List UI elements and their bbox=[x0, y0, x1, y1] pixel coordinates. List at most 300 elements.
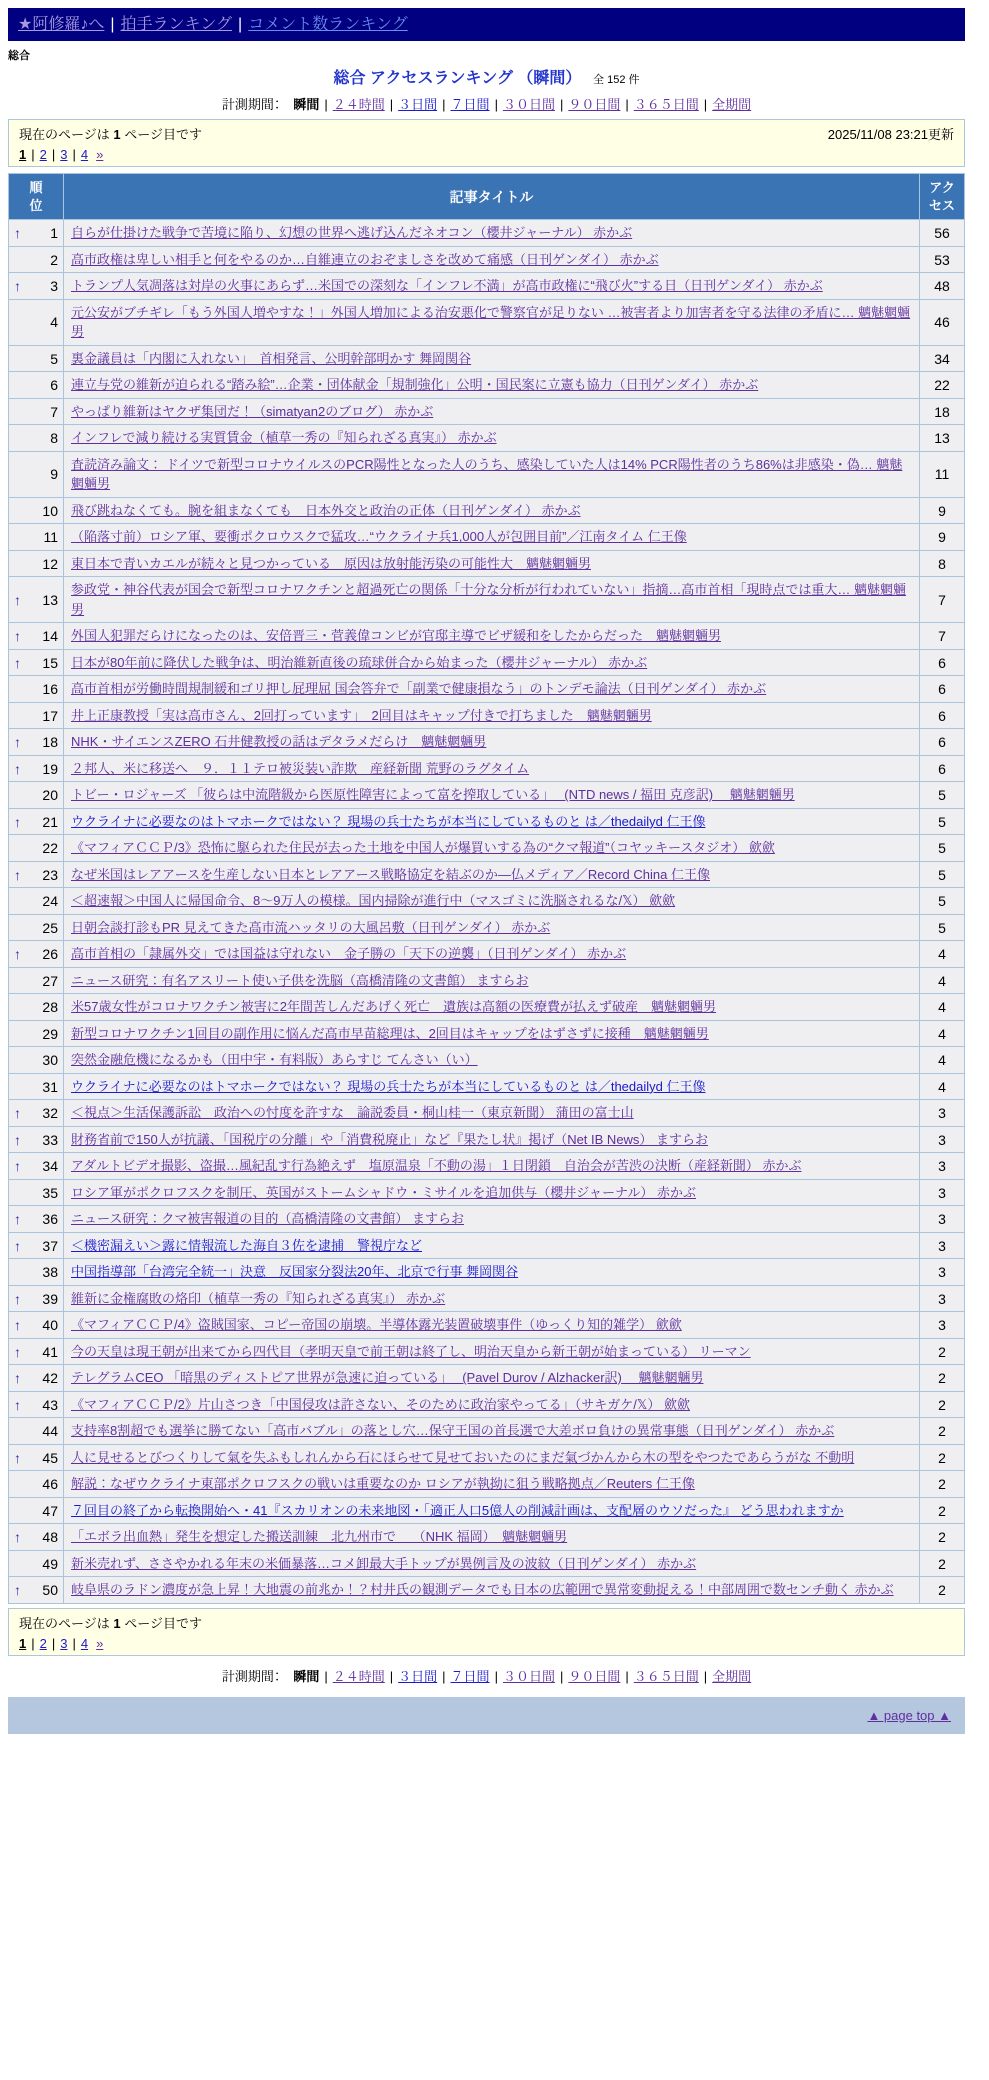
rank-number: 37 bbox=[42, 1237, 58, 1254]
period-separator: | bbox=[389, 97, 394, 113]
rank-cell bbox=[9, 1550, 64, 1577]
table-row bbox=[9, 246, 965, 273]
page-top-bar bbox=[8, 1697, 965, 1734]
up-arrow-icon: ↑ bbox=[14, 628, 21, 645]
article-link[interactable]: 日朝会談打診もPR 見えてきた高市流ハッタリの大風呂敷（日刊ゲンダイ） 赤かぶ bbox=[71, 919, 551, 935]
table-row bbox=[9, 1524, 965, 1551]
access-count: 4 bbox=[920, 994, 965, 1021]
article-link[interactable]: 人に見せるとびつくりして氣を失ふもしれんから石にほらせて見せておいたのにまだ氣づかんから木の型をやつたであらうがな 不動明 bbox=[71, 1449, 855, 1465]
rank-cell bbox=[9, 967, 64, 994]
access-count: 4 bbox=[920, 1020, 965, 1047]
article-link[interactable]: 岐阜県のラドン濃度が急上昇！大地震の前兆か！？村井氏の観測データでも日本の広範囲で異常変動捉える！中部周囲で数センチ動く 赤かぶ bbox=[71, 1582, 894, 1598]
rank-cell bbox=[9, 550, 64, 577]
table-row bbox=[9, 1365, 965, 1392]
period-separator: | bbox=[442, 1668, 446, 1684]
article-link[interactable]: 《マフィアＣＣＰ/2》片山さつき「中国侵攻は許さない、そのために政治家やってる」（サキガケ/𝕏） 歛歛 bbox=[71, 1396, 690, 1412]
article-link[interactable]: 今の天皇は現王朝が出来てから四代目（孝明天皇で前王朝は終了し、明治天皇から新王朝が始まっている） リーマン bbox=[71, 1343, 751, 1359]
period-link[interactable]: ７日間 bbox=[450, 1668, 490, 1684]
rank-cell bbox=[9, 1232, 64, 1259]
up-arrow-icon: ↑ bbox=[14, 734, 21, 751]
page-top-link[interactable]: ▲ page top ▲ bbox=[867, 1707, 951, 1723]
table-row bbox=[9, 967, 965, 994]
table-row bbox=[9, 994, 965, 1021]
current-page-text: 現在のページは 1 ページ目です bbox=[19, 127, 202, 143]
period-separator: | bbox=[625, 97, 629, 113]
rank-cell bbox=[9, 1073, 64, 1100]
period-separator: | bbox=[559, 97, 564, 113]
article-title-cell bbox=[64, 1153, 920, 1180]
article-link[interactable]: 解説：なぜウクライナ東部ポクロフスクの戦いは重要なのか ロシアが執拗に狙う戦略拠点／Reuters 仁王像 bbox=[71, 1476, 695, 1492]
period-link[interactable]: ９０日間 bbox=[568, 1668, 621, 1684]
article-link[interactable]: ２邦人、米に移送へ ９．１１テロ被災装い詐欺 産経新聞 荒野のラグタイム bbox=[71, 760, 530, 776]
current-page-number: 1 bbox=[113, 1615, 121, 1631]
rank-cell bbox=[9, 1365, 64, 1392]
rank-cell bbox=[9, 994, 64, 1021]
rank-cell bbox=[9, 1206, 64, 1233]
rank-number: 12 bbox=[42, 555, 58, 572]
table-row bbox=[9, 702, 965, 729]
access-count: 56 bbox=[920, 220, 965, 247]
period-separator: | bbox=[494, 97, 498, 113]
up-arrow-icon: ↑ bbox=[14, 1582, 21, 1599]
article-title-cell bbox=[64, 451, 920, 497]
rank-cell bbox=[9, 835, 64, 862]
article-title-cell bbox=[64, 808, 920, 835]
table-row bbox=[9, 345, 965, 372]
table-row bbox=[9, 888, 965, 915]
article-link[interactable]: 維新に金権腐敗の烙印（植草一秀の『知られざる真実』） 赤かぶ bbox=[71, 1290, 446, 1306]
access-count: 5 bbox=[920, 861, 965, 888]
article-link[interactable]: 飛び跳ねなくても。腕を組まなくても 日本外交と政治の正体（日刊ゲンダイ） 赤かぶ bbox=[71, 502, 581, 518]
access-count: 4 bbox=[920, 967, 965, 994]
access-count: 2 bbox=[920, 1471, 965, 1498]
access-count: 3 bbox=[920, 1179, 965, 1206]
rank-number: 24 bbox=[42, 893, 58, 910]
period-separator: | bbox=[703, 97, 708, 113]
period-separator: | bbox=[442, 97, 446, 113]
rank-cell bbox=[9, 524, 64, 551]
period-link[interactable]: ３０日間 bbox=[502, 97, 555, 113]
current-page-text: 現在のページは 1 ページ目です bbox=[19, 1615, 202, 1631]
up-arrow-icon: ↑ bbox=[14, 1237, 21, 1254]
pagination-separator: | bbox=[72, 147, 76, 163]
article-link[interactable]: 東日本で青いカエルが続々と見つかっている 原因は放射能汚染の可能性大 魑魅魍魎男 bbox=[71, 555, 592, 571]
rank-cell bbox=[9, 1285, 64, 1312]
access-count: 3 bbox=[920, 1312, 965, 1339]
rank-number: 18 bbox=[42, 734, 58, 751]
period-link[interactable]: 全期間 bbox=[712, 97, 752, 113]
article-link[interactable]: インフレで減り続ける実質賃金（植草一秀の『知られざる真実』） 赤かぶ bbox=[71, 430, 497, 446]
rank-cell bbox=[9, 808, 64, 835]
access-count: 6 bbox=[920, 649, 965, 676]
article-title-cell bbox=[64, 1179, 920, 1206]
access-count: 2 bbox=[920, 1444, 965, 1471]
article-title-cell bbox=[64, 425, 920, 452]
period-separator: | bbox=[703, 1668, 708, 1684]
table-row bbox=[9, 676, 965, 703]
access-count: 8 bbox=[920, 550, 965, 577]
pagination-page-link[interactable]: 2 bbox=[39, 1635, 47, 1651]
access-count: 18 bbox=[920, 398, 965, 425]
rank-column-header: 順位 bbox=[9, 174, 64, 220]
pagination-next-link[interactable]: » bbox=[96, 1635, 104, 1651]
article-link[interactable]: 高市首相が労働時間規制緩和ゴリ押し屁理屈 国会答弁で「副業で健康損なう」のトンデモ論法（日刊ゲンダイ） 赤かぶ bbox=[71, 681, 767, 697]
rank-cell bbox=[9, 861, 64, 888]
period-link[interactable]: ３０日間 bbox=[502, 1668, 555, 1684]
pagination-top bbox=[19, 147, 954, 162]
rank-number: 8 bbox=[50, 430, 58, 447]
rank-number: 7 bbox=[50, 403, 58, 420]
table-row bbox=[9, 1338, 965, 1365]
current-page-number: 1 bbox=[113, 127, 121, 143]
nav-link[interactable]: 拍手ランキング bbox=[120, 16, 233, 33]
table-row bbox=[9, 425, 965, 452]
rank-cell bbox=[9, 755, 64, 782]
rank-number: 20 bbox=[42, 787, 58, 804]
access-count: 3 bbox=[920, 1232, 965, 1259]
article-title-cell bbox=[64, 1232, 920, 1259]
rank-number: 31 bbox=[42, 1078, 58, 1095]
article-link[interactable]: 元公安がブチギレ「もう外国人増やすな！」外国人増加による治安悪化で警察官が足りない …被害者より加害者を守る法律の矛盾に… 魑魅魍魎男 bbox=[71, 304, 911, 340]
article-title-cell bbox=[64, 1047, 920, 1074]
access-count: 7 bbox=[920, 577, 965, 623]
article-link[interactable]: テレグラムCEO 「暗黒のディストピア世界が急速に迫っている」 (Pavel Durov / Alzhacker訳) 魑魅魍魎男 bbox=[71, 1370, 704, 1386]
up-arrow-icon: ↑ bbox=[14, 1211, 21, 1228]
pagination-page-link[interactable]: 2 bbox=[39, 147, 47, 163]
period-separator: | bbox=[494, 1668, 498, 1684]
article-title-cell bbox=[64, 888, 920, 915]
table-row bbox=[9, 497, 965, 524]
rank-number: 4 bbox=[50, 314, 58, 331]
article-link[interactable]: 支持率8割超でも選挙に勝てない「高市バブル」の落とし穴…保守王国の首長選で大差ボロ負けの異常事態（日刊ゲンダイ） 赤かぶ bbox=[71, 1423, 835, 1439]
article-title-cell bbox=[64, 755, 920, 782]
table-row bbox=[9, 623, 965, 650]
rank-number: 11 bbox=[43, 529, 58, 546]
period-current: 瞬間 bbox=[293, 97, 320, 113]
rank-cell bbox=[9, 1126, 64, 1153]
access-count: 3 bbox=[920, 1259, 965, 1286]
article-link[interactable]: ＜超速報＞中国人に帰国命令、8～9万人の模様。国内掃除が進行中（マスゴミに洗脳されるな/𝕏） 歛歛 bbox=[71, 893, 676, 909]
nav-separator: | bbox=[110, 16, 115, 33]
table-row bbox=[9, 1259, 965, 1286]
table-row bbox=[9, 941, 965, 968]
article-title-cell bbox=[64, 1126, 920, 1153]
pagination-current: 1 bbox=[19, 147, 27, 163]
access-count: 5 bbox=[920, 808, 965, 835]
access-count: 4 bbox=[920, 1047, 965, 1074]
period-link[interactable]: ２４時間 bbox=[332, 1668, 385, 1684]
rank-number: 47 bbox=[42, 1502, 58, 1519]
article-link[interactable]: 《マフィアＣＣＰ/3》恐怖に駆られた住民が去った土地を中国人が爆買いする為の“クマ報道”（コヤッキースタジオ） 歛歛 bbox=[71, 840, 775, 856]
article-link[interactable]: 査読済み論文： ドイツで新型コロナウイルスのPCR陽性となった人のうち、感染していた人は14% PCR陽性者のうち86%は非感染・偽… 魑魅魍魎男 bbox=[71, 456, 903, 492]
article-title-cell bbox=[64, 914, 920, 941]
table-row bbox=[9, 755, 965, 782]
pagination-separator: | bbox=[31, 147, 35, 163]
table-row bbox=[9, 451, 965, 497]
pagination-page-link[interactable]: 4 bbox=[80, 1635, 89, 1651]
up-arrow-icon: ↑ bbox=[14, 1131, 21, 1148]
table-row bbox=[9, 1206, 965, 1233]
rank-cell bbox=[9, 425, 64, 452]
access-count: 3 bbox=[920, 1126, 965, 1153]
rank-cell bbox=[9, 1391, 64, 1418]
up-arrow-icon: ↑ bbox=[14, 1449, 21, 1466]
rank-cell bbox=[9, 623, 64, 650]
article-title-cell bbox=[64, 1100, 920, 1127]
up-arrow-icon: ↑ bbox=[14, 654, 21, 671]
access-count: 7 bbox=[920, 623, 965, 650]
category-label: 総合 bbox=[8, 50, 30, 63]
pagination-page-link[interactable]: 3 bbox=[60, 1635, 68, 1651]
article-title-cell bbox=[64, 861, 920, 888]
rank-cell bbox=[9, 1418, 64, 1445]
article-title-cell bbox=[64, 1391, 920, 1418]
article-link[interactable]: ７回目の終了から転換開始へ・41『スカリオンの未来地図・「適正人口5億人の削減計画は、支配層のウソだった』 どう思われますか bbox=[71, 1502, 844, 1518]
rank-number: 44 bbox=[42, 1423, 58, 1440]
pagination-separator: | bbox=[31, 1635, 35, 1651]
title-column-header: 記事タイトル bbox=[64, 174, 920, 220]
period-link[interactable]: ３日間 bbox=[398, 97, 438, 113]
article-title-cell bbox=[64, 345, 920, 372]
access-count: 6 bbox=[920, 702, 965, 729]
table-row bbox=[9, 649, 965, 676]
period-selector-top bbox=[8, 94, 965, 113]
article-link[interactable]: ウクライナに必要なのはトマホークではない？ 現場の兵士たちが本当にしているものと は／thedailyd 仁王像 bbox=[71, 813, 706, 829]
access-count: 2 bbox=[920, 1391, 965, 1418]
table-row bbox=[9, 1550, 965, 1577]
article-title-cell bbox=[64, 1471, 920, 1498]
rank-number: 9 bbox=[50, 466, 58, 483]
table-row bbox=[9, 729, 965, 756]
article-link[interactable]: 財務省前で150人が抗議、「国税庁の分離」や「消費税廃止」など『果たし状』掲げ（Net IB News） ますらお bbox=[71, 1131, 709, 1147]
rank-cell bbox=[9, 1047, 64, 1074]
period-link[interactable]: ３日間 bbox=[398, 1668, 438, 1684]
article-title-cell bbox=[64, 967, 920, 994]
article-link[interactable]: ニュース研究：有名アスリート使い子供を洗脳（高橋清隆の文書館） ますらお bbox=[71, 972, 529, 988]
pagination-separator: | bbox=[51, 1635, 56, 1651]
table-row bbox=[9, 550, 965, 577]
period-separator: | bbox=[389, 1668, 394, 1684]
rank-number: 22 bbox=[42, 840, 58, 857]
rank-number: 5 bbox=[50, 350, 58, 367]
article-link[interactable]: 新米売れず、ささやかれる年末の米価暴落…コメ卸最大手トップが異例言及の波紋（日刊ゲンダイ） 赤かぶ bbox=[71, 1555, 697, 1571]
up-arrow-icon: ↑ bbox=[14, 1343, 21, 1360]
pagination-page-link[interactable]: 4 bbox=[80, 147, 89, 163]
up-arrow-icon: ↑ bbox=[14, 1158, 21, 1175]
table-row bbox=[9, 1312, 965, 1339]
pagination-current: 1 bbox=[19, 1635, 27, 1651]
rank-number: 28 bbox=[42, 999, 58, 1016]
access-count: 53 bbox=[920, 246, 965, 273]
article-link[interactable]: やっぱり維新はヤクザ集団だ！（simatyan2のブログ） 赤かぶ bbox=[71, 403, 434, 419]
article-title-cell bbox=[64, 497, 920, 524]
rank-number: 32 bbox=[42, 1105, 58, 1122]
pagination-page-link[interactable]: 3 bbox=[60, 147, 68, 163]
total-count: 全 152 件 bbox=[593, 74, 640, 87]
rank-cell bbox=[9, 1444, 64, 1471]
article-link[interactable]: なぜ米国はレアアースを生産しない日本とレアアース戦略協定を結ぶのか―仏メディア／Record China 仁王像 bbox=[71, 866, 710, 882]
article-link[interactable]: 裏金議員は「内閣に入れない」 首相発言、公明幹部明かす 舞岡関谷 bbox=[71, 350, 472, 366]
article-title-cell bbox=[64, 1418, 920, 1445]
rank-number: 10 bbox=[42, 502, 58, 519]
access-count: 4 bbox=[920, 1073, 965, 1100]
access-count: 46 bbox=[920, 299, 965, 345]
nav-link[interactable]: ★阿修羅♪へ bbox=[18, 16, 105, 33]
article-title-cell bbox=[64, 1020, 920, 1047]
rank-number: 33 bbox=[42, 1131, 58, 1148]
rank-cell bbox=[9, 1338, 64, 1365]
access-count: 11 bbox=[920, 451, 965, 497]
access-count: 2 bbox=[920, 1418, 965, 1445]
article-link[interactable]: ロシア軍がポクロフスクを制圧、英国がストームシャドウ・ミサイルを追加供与（櫻井ジャーナル） 赤かぶ bbox=[71, 1184, 697, 1200]
rank-cell bbox=[9, 273, 64, 300]
article-link[interactable]: 中国指導部「台湾完全統一」決意 反国家分裂法20年、北京で行事 舞岡関谷 bbox=[71, 1264, 519, 1280]
rank-cell bbox=[9, 1524, 64, 1551]
rank-number: 27 bbox=[42, 972, 58, 989]
rank-cell bbox=[9, 782, 64, 809]
period-label: 計測期間： bbox=[221, 97, 294, 113]
article-link[interactable]: ＜視点＞生活保護訴訟 政治への忖度を許すな 論説委員・桐山桂一（東京新聞） 蒲田の富士山 bbox=[71, 1105, 634, 1121]
access-count: 22 bbox=[920, 372, 965, 399]
period-link[interactable]: ９０日間 bbox=[568, 97, 621, 113]
article-title-cell bbox=[64, 1524, 920, 1551]
table-row bbox=[9, 914, 965, 941]
access-count: 6 bbox=[920, 729, 965, 756]
rank-cell bbox=[9, 1259, 64, 1286]
table-row bbox=[9, 861, 965, 888]
rank-cell bbox=[9, 1577, 64, 1604]
rank-number: 34 bbox=[42, 1158, 58, 1175]
rank-cell bbox=[9, 299, 64, 345]
article-link[interactable]: 「エボラ出血熱」発生を想定した搬送訓練 北九州市で （NHK 福岡） 魑魅魍魎男 bbox=[71, 1529, 568, 1545]
ranking-table bbox=[8, 173, 965, 1604]
article-title-cell bbox=[64, 1338, 920, 1365]
table-row bbox=[9, 1577, 965, 1604]
rank-number: 14 bbox=[42, 628, 58, 645]
article-link[interactable]: （陥落寸前）ロシア軍、要衝ポクロウスクで猛攻…“ウクライナ兵1,000人が包囲目前”／江南タイム 仁王像 bbox=[71, 529, 687, 545]
article-link[interactable]: 高市政権は卑しい相手と何をやるのか…自維連立のおぞましさを改めて痛感（日刊ゲンダイ） 赤かぶ bbox=[71, 251, 659, 267]
article-link[interactable]: NHK・サイエンスZERO 石井健教授の話はデタラメだらけ 魑魅魍魎男 bbox=[71, 734, 487, 750]
access-count: 6 bbox=[920, 676, 965, 703]
rank-cell bbox=[9, 888, 64, 915]
access-count: 3 bbox=[920, 1285, 965, 1312]
rank-number: 40 bbox=[42, 1317, 58, 1334]
up-arrow-icon: ↑ bbox=[14, 813, 21, 830]
article-title-cell bbox=[64, 577, 920, 623]
article-title-cell bbox=[64, 273, 920, 300]
article-link[interactable]: ウクライナに必要なのはトマホークではない？ 現場の兵士たちが本当にしているものと は／thedailyd 仁王像 bbox=[71, 1078, 706, 1094]
period-label: 計測期間： bbox=[221, 1668, 294, 1684]
article-link[interactable]: 《マフィアＣＣＰ/4》盗賊国家、コピー帝国の崩壊。半導体露光装置破壊事件（ゆっくり知的雑学） 歛歛 bbox=[71, 1317, 682, 1333]
table-row bbox=[9, 835, 965, 862]
rank-number: 25 bbox=[42, 919, 58, 936]
table-row bbox=[9, 1285, 965, 1312]
table-row bbox=[9, 1100, 965, 1127]
top-nav-bar bbox=[8, 8, 965, 41]
access-count: 5 bbox=[920, 782, 965, 809]
article-title-cell bbox=[64, 1365, 920, 1392]
rank-number: 46 bbox=[42, 1476, 58, 1493]
period-link[interactable]: ３６５日間 bbox=[633, 97, 699, 113]
article-link[interactable]: ＜機密漏えい＞露に情報流した海自３佐を逮捕 警視庁など bbox=[71, 1237, 423, 1253]
rank-number: 49 bbox=[42, 1555, 58, 1572]
article-link[interactable]: 自らが仕掛けた戦争で苦境に陥り、幻想の世界へ逃げ込んだネオコン（櫻井ジャーナル） 赤かぶ bbox=[71, 225, 633, 241]
table-row bbox=[9, 372, 965, 399]
rank-cell bbox=[9, 1100, 64, 1127]
updated-timestamp: 2025/11/08 23:21更新 bbox=[827, 127, 954, 143]
article-title-cell bbox=[64, 782, 920, 809]
article-title-cell bbox=[64, 676, 920, 703]
rank-cell bbox=[9, 497, 64, 524]
period-link[interactable]: ７日間 bbox=[450, 97, 490, 113]
article-link[interactable]: 高市首相の「隷属外交」では国益は守れない 金子勝の「天下の逆襲」（日刊ゲンダイ） 赤かぶ bbox=[71, 946, 627, 962]
nav-separator: | bbox=[238, 16, 243, 33]
article-title-cell bbox=[64, 1206, 920, 1233]
article-link[interactable]: 連立与党の維新が迫られる“踏み絵”…企業・団体献金「規制強化」公明・国民案に立憲も協力（日刊ゲンダイ） 赤かぶ bbox=[71, 377, 759, 393]
rank-number: 17 bbox=[42, 707, 58, 724]
article-title-cell bbox=[64, 1312, 920, 1339]
table-row bbox=[9, 782, 965, 809]
article-link[interactable]: アダルトビデオ撮影、盗撮…風紀乱す行為絶えず 塩原温泉「不動の湯」１日閉鎖 自治会が苦渋の決断（産経新聞） 赤かぶ bbox=[71, 1158, 802, 1174]
article-link[interactable]: 参政党・神谷代表が国会で新型コロナワクチンと超過死亡の関係「十分な分析が行われていない」指摘…高市首相「現時点では重大… 魑魅魍魎男 bbox=[71, 582, 906, 617]
article-link[interactable]: 井上正康教授「実は高市さん、2回打っています」 2回目はキャップ付きで打ちました 魑魅魍魎男 bbox=[71, 707, 652, 723]
period-selector-bottom bbox=[8, 1666, 965, 1685]
article-title-cell bbox=[64, 649, 920, 676]
rank-number: 41 bbox=[42, 1343, 58, 1360]
article-link[interactable]: 日本が80年前に降伏した戦争は、明治維新直後の琉球併合から始まった（櫻井ジャーナル） 赤かぶ bbox=[71, 654, 648, 670]
rank-number: 19 bbox=[42, 760, 58, 777]
article-link[interactable]: 新型コロナワクチン1回目の副作用に悩んだ高市早苗総理は、2回目はキャップをはずさずに接種 魑魅魍魎男 bbox=[71, 1025, 709, 1041]
up-arrow-icon: ↑ bbox=[14, 866, 21, 883]
up-arrow-icon: ↑ bbox=[14, 946, 21, 963]
article-link[interactable]: トビー・ロジャーズ 「彼らは中流階級から医原性障害によって富を搾取している」 (NTD news / 福田 克彦訳) 魑魅魍魎男 bbox=[71, 787, 795, 803]
article-title-cell bbox=[64, 941, 920, 968]
up-arrow-icon: ↑ bbox=[14, 1396, 21, 1413]
up-arrow-icon: ↑ bbox=[14, 1529, 21, 1546]
article-link[interactable]: トランプ人気凋落は対岸の火事にあらず…米国での深刻な「インフレ不満」が高市政権に“飛び火”する日（日刊ゲンダイ） 赤かぶ bbox=[71, 278, 823, 294]
article-link[interactable]: 米57歳女性がコロナワクチン被害に2年間苦しんだあげく死亡 遺族は高額の医療費が払えず破産 魑魅魍魎男 bbox=[71, 999, 717, 1015]
table-row bbox=[9, 398, 965, 425]
nav-link[interactable]: コメント数ランキング bbox=[248, 16, 408, 33]
period-separator: | bbox=[324, 97, 328, 113]
rank-cell bbox=[9, 345, 64, 372]
table-row bbox=[9, 299, 965, 345]
access-count: 2 bbox=[920, 1524, 965, 1551]
article-title-cell bbox=[64, 1073, 920, 1100]
access-count: 6 bbox=[920, 755, 965, 782]
rank-cell bbox=[9, 451, 64, 497]
period-link[interactable]: ３６５日間 bbox=[633, 1668, 699, 1684]
rank-number: 2 bbox=[50, 251, 58, 268]
rank-cell bbox=[9, 372, 64, 399]
rank-number: 6 bbox=[50, 377, 58, 394]
rank-number: 45 bbox=[42, 1449, 58, 1466]
rank-number: 38 bbox=[42, 1264, 58, 1281]
article-link[interactable]: 突然金融危機になるかも（田中宇・有料版）あらすじ てんさい（い） bbox=[71, 1052, 478, 1068]
article-title-cell bbox=[64, 299, 920, 345]
period-link[interactable]: 全期間 bbox=[712, 1668, 752, 1684]
table-row bbox=[9, 1179, 965, 1206]
article-link[interactable]: ニュース研究：クマ被害報道の目的（高橋清隆の文書館） ますらお bbox=[71, 1211, 464, 1227]
article-link[interactable]: 外国人犯罪だらけになったのは、安倍晋三・菅義偉コンビが官邸主導でビザ緩和をしたからだった 魑魅魍魎男 bbox=[71, 628, 722, 644]
rank-cell bbox=[9, 649, 64, 676]
up-arrow-icon: ↑ bbox=[14, 1370, 21, 1387]
pagination-next-link[interactable]: » bbox=[96, 147, 104, 163]
article-title-cell bbox=[64, 994, 920, 1021]
up-arrow-icon: ↑ bbox=[14, 1290, 21, 1307]
period-link[interactable]: ２４時間 bbox=[332, 97, 385, 113]
access-count: 5 bbox=[920, 835, 965, 862]
